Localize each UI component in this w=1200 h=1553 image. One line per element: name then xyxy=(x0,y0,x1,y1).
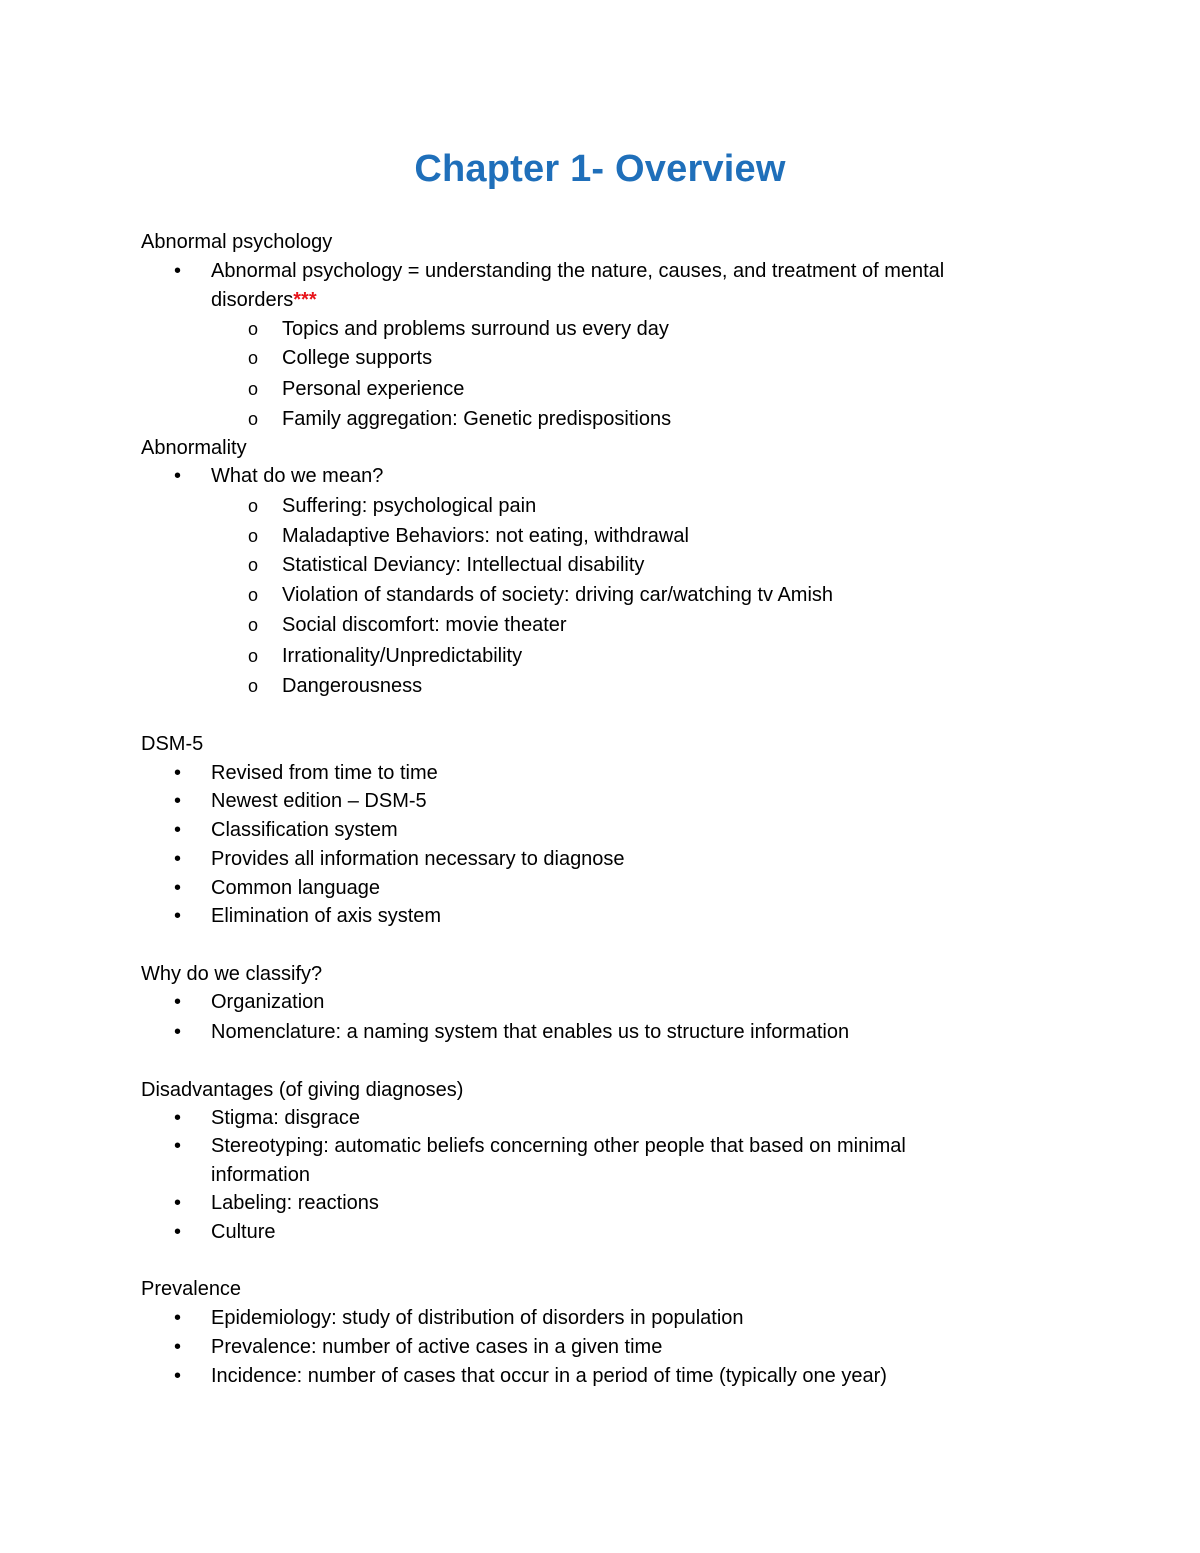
page-title: Chapter 1- Overview xyxy=(414,148,786,190)
bullet-icon: • xyxy=(174,1135,182,1157)
bullet-icon: • xyxy=(174,848,182,870)
bullet-icon: • xyxy=(174,1336,182,1358)
sub-bullet-icon: o xyxy=(248,348,259,368)
bullet-icon: • xyxy=(174,1221,182,1243)
list-item: Organization xyxy=(211,991,325,1013)
list-item: Prevalence: number of active cases in a given time xyxy=(211,1336,663,1358)
sub-list-item: Statistical Deviancy: Intellectual disability xyxy=(282,554,645,576)
sub-list-item: Social discomfort: movie theater xyxy=(282,614,567,636)
sub-list-item: Family aggregation: Genetic predispositions xyxy=(282,408,672,430)
sub-bullet-icon: o xyxy=(248,319,259,339)
sub-bullet-icon: o xyxy=(248,526,259,546)
emphasis-marker: *** xyxy=(293,289,317,311)
sub-bullet-icon: o xyxy=(248,585,259,605)
bullet-icon: • xyxy=(174,905,182,927)
sub-bullet-icon: o xyxy=(248,496,259,516)
bullet-icon: • xyxy=(174,790,182,812)
sub-list-item: Irrationality/Unpredictability xyxy=(282,645,523,667)
section-heading-abnormality: Abnormality xyxy=(141,437,247,459)
sub-list-item: Suffering: psychological pain xyxy=(282,495,537,517)
list-item-continuation xyxy=(211,288,317,312)
list-item: Epidemiology: study of distribution of disorders in population xyxy=(211,1307,744,1329)
list-item: Classification system xyxy=(211,819,398,841)
bullet-icon: • xyxy=(174,762,182,784)
list-item: Revised from time to time xyxy=(211,762,438,784)
sub-bullet-icon: o xyxy=(248,676,259,696)
section-heading-prevalence: Prevalence xyxy=(141,1278,242,1300)
sub-bullet-icon: o xyxy=(248,615,259,635)
list-item: Common language xyxy=(211,877,380,899)
list-item: What do we mean? xyxy=(211,465,384,487)
sub-bullet-icon: o xyxy=(248,379,259,399)
list-item: Culture xyxy=(211,1221,276,1243)
list-item-text: disorders xyxy=(211,289,294,311)
sub-list-item: Maladaptive Behaviors: not eating, withdrawal xyxy=(282,525,689,547)
list-item: Elimination of axis system xyxy=(211,905,442,927)
bullet-icon: • xyxy=(174,465,182,487)
bullet-icon: • xyxy=(174,1021,182,1043)
bullet-icon: • xyxy=(174,1365,182,1387)
section-heading-disadvantages: Disadvantages (of giving diagnoses) xyxy=(141,1079,464,1101)
sub-list-item: Topics and problems surround us every day xyxy=(282,318,669,340)
bullet-icon: • xyxy=(174,260,182,282)
sub-bullet-icon: o xyxy=(248,646,259,666)
sub-list-item: Personal experience xyxy=(282,378,465,400)
section-heading-abnormal-psychology: Abnormal psychology xyxy=(141,231,333,253)
list-item: Labeling: reactions xyxy=(211,1192,379,1214)
list-item: Abnormal psychology = understanding the nature, causes, and treatment of mental xyxy=(211,260,945,282)
section-heading-classify: Why do we classify? xyxy=(141,963,323,985)
list-item: Newest edition – DSM-5 xyxy=(211,790,427,812)
list-item: Nomenclature: a naming system that enables us to structure information xyxy=(211,1021,850,1043)
list-item: Stigma: disgrace xyxy=(211,1107,360,1129)
sub-list-item: Dangerousness xyxy=(282,675,423,697)
bullet-icon: • xyxy=(174,991,182,1013)
sub-list-item: College supports xyxy=(282,347,433,369)
bullet-icon: • xyxy=(174,819,182,841)
sub-list-item: Violation of standards of society: driving car/watching tv Amish xyxy=(282,584,834,606)
bullet-icon: • xyxy=(174,1107,182,1129)
list-item: Incidence: number of cases that occur in a period of time (typically one year) xyxy=(211,1365,887,1387)
bullet-icon: • xyxy=(174,1192,182,1214)
bullet-icon: • xyxy=(174,1307,182,1329)
sub-bullet-icon: o xyxy=(248,555,259,575)
list-item-continuation: information xyxy=(211,1164,310,1186)
bullet-icon: • xyxy=(174,877,182,899)
list-item: Provides all information necessary to diagnose xyxy=(211,848,625,870)
section-heading-dsm5: DSM-5 xyxy=(141,733,204,755)
sub-bullet-icon: o xyxy=(248,409,259,429)
list-item: Stereotyping: automatic beliefs concerning other people that based on minimal xyxy=(211,1135,906,1157)
